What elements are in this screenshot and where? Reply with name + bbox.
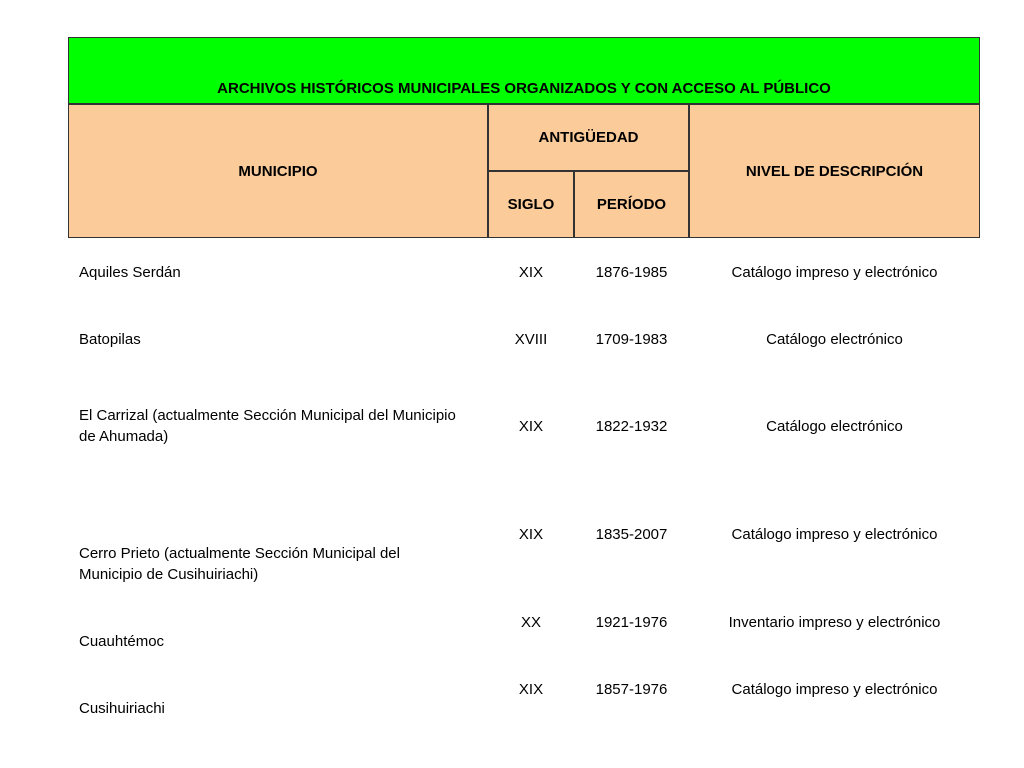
cell-siglo: XIX (518, 418, 544, 435)
cell-nivel: Catálogo impreso y electrónico (731, 526, 938, 543)
cell-siglo: XIX (518, 681, 544, 698)
table-title: ARCHIVOS HISTÓRICOS MUNICIPALES ORGANIZADOS Y CON ACCESO AL PÚBLICO (68, 37, 980, 104)
header-periodo: PERÍODO (574, 171, 689, 238)
cell-municipio: Batopilas (79, 331, 141, 348)
cell-nivel: Catálogo impreso y electrónico (731, 681, 938, 698)
cell-municipio: El Carrizal (actualmente Sección Municipal del Municipio de Ahumada) (79, 407, 456, 445)
header-nivel-descripcion: NIVEL DE DESCRIPCIÓN (689, 104, 980, 238)
cell-periodo: 1876-1985 (595, 264, 668, 281)
cell-municipio: Cerro Prieto (actualmente Sección Municipal del Municipio de Cusihuiriachi) (79, 545, 400, 583)
cell-periodo: 1822-1932 (595, 418, 668, 435)
cell-municipio: Cusihuiriachi (79, 700, 165, 717)
header-municipio: MUNICIPIO (68, 104, 488, 238)
cell-siglo: XIX (518, 526, 544, 543)
cell-nivel: Catálogo electrónico (766, 418, 903, 435)
cell-siglo: XIX (518, 264, 544, 281)
cell-siglo: XX (520, 614, 541, 631)
cell-nivel: Catálogo electrónico (766, 331, 903, 348)
cell-periodo: 1835-2007 (595, 526, 668, 543)
cell-municipio: Aquiles Serdán (79, 264, 181, 281)
cell-siglo: XVIII (514, 331, 548, 348)
cell-nivel: Catálogo impreso y electrónico (731, 264, 938, 281)
header-siglo: SIGLO (488, 171, 574, 238)
cell-periodo: 1709-1983 (595, 331, 668, 348)
cell-periodo: 1921-1976 (595, 614, 668, 631)
cell-nivel: Inventario impreso y electrónico (728, 614, 941, 631)
cell-municipio: Cuauhtémoc (79, 633, 165, 650)
cell-periodo: 1857-1976 (595, 681, 668, 698)
header-antiguedad: ANTIGÜEDAD (488, 104, 689, 171)
